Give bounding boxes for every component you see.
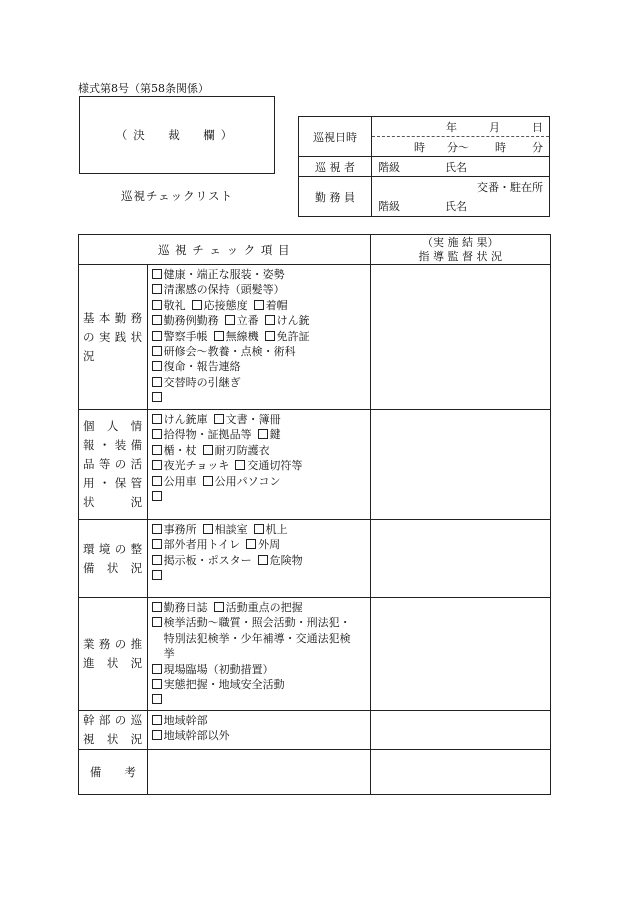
- checklist-item-label: 鍵: [269, 428, 281, 442]
- section-items-cell: [147, 598, 370, 711]
- checkbox[interactable]: [254, 524, 264, 534]
- datetime-label: 巡視日時: [299, 117, 372, 157]
- checklist-item-label: 地域幹部: [163, 713, 208, 727]
- checkbox[interactable]: [152, 476, 162, 486]
- checklist-item: [152, 329, 366, 344]
- checklist-item-label: 警察手帳: [163, 329, 208, 343]
- checklist-item-label: 現場臨場（初動措置）: [163, 662, 274, 676]
- staff-field[interactable]: [372, 197, 550, 217]
- checklist-item: [152, 474, 366, 489]
- checkbox[interactable]: [152, 570, 162, 580]
- checkbox[interactable]: [152, 460, 162, 470]
- checklist-item-label: 勤務例勤務: [163, 314, 219, 328]
- checklist-item: [152, 662, 366, 677]
- post-label: 交番・駐在所: [477, 180, 543, 194]
- checkbox[interactable]: [203, 524, 213, 534]
- checkbox[interactable]: [265, 315, 275, 325]
- section-result-cell[interactable]: [370, 598, 550, 711]
- checklist-item-label: 地域幹部以外: [163, 729, 230, 743]
- checkbox[interactable]: [152, 539, 162, 549]
- checklist-item-label: 拾得物・証拠品等: [163, 428, 252, 442]
- section-row: [79, 710, 551, 749]
- patroller-field[interactable]: [372, 157, 550, 177]
- checkbox[interactable]: [192, 300, 202, 310]
- checkbox[interactable]: [152, 679, 162, 689]
- section-label: 基本勤務の実践状況: [83, 310, 143, 363]
- checkbox[interactable]: [152, 392, 162, 402]
- checkbox[interactable]: [265, 331, 275, 341]
- checklist-item: [152, 553, 366, 568]
- header-results-line1: （実 施 結 果）: [422, 235, 499, 249]
- checkbox[interactable]: [152, 414, 162, 424]
- section-label-cell: [79, 598, 148, 711]
- header-results-line2: 指 導 監 督 状 況: [418, 249, 502, 263]
- section-label-cell: [79, 520, 148, 598]
- header-results: [370, 235, 550, 265]
- checklist-item-label: 無線機: [225, 329, 259, 343]
- checkbox[interactable]: [152, 445, 162, 455]
- section-items-cell: [147, 410, 370, 520]
- checklist-item: [152, 537, 366, 552]
- checklist-item-label: けん銃: [276, 314, 310, 328]
- checklist-item-label: 部外者用トイレ: [163, 538, 241, 552]
- checklist-item-label: 交替時の引継ぎ: [163, 375, 241, 389]
- checkbox[interactable]: [246, 539, 256, 549]
- hour-from-unit: 時: [414, 140, 425, 154]
- section-items-cell: [147, 520, 370, 598]
- checklist-item-label: 耐刃防護衣: [214, 443, 270, 457]
- checkbox[interactable]: [203, 445, 213, 455]
- staff-name-label: 氏名: [445, 200, 467, 214]
- hour-to-unit: 時: [495, 140, 506, 154]
- remarks-result[interactable]: [370, 749, 550, 794]
- patroller-name-label: 氏名: [445, 160, 467, 174]
- checkbox[interactable]: [214, 602, 224, 612]
- checkbox[interactable]: [258, 555, 268, 565]
- section-row: [79, 265, 551, 410]
- checklist-item: [152, 568, 366, 583]
- checkbox[interactable]: [152, 331, 162, 341]
- checklist-item-label: 清潔感の保持（頭髪等）: [163, 283, 285, 297]
- checklist-item: [152, 427, 366, 442]
- checklist-item-label: 公用車: [163, 474, 197, 488]
- checklist-item: [152, 522, 366, 537]
- checkbox[interactable]: [152, 429, 162, 439]
- checkbox[interactable]: [152, 300, 162, 310]
- checklist-item-label: 検挙活動〜職質・照会活動・刑法犯・: [163, 616, 351, 630]
- checkbox[interactable]: [152, 346, 162, 356]
- checklist-item-label: 活動重点の把握: [225, 601, 303, 614]
- minute-from-unit: 分〜: [447, 140, 469, 154]
- patroller-label: 巡 視 者: [299, 157, 372, 177]
- checkbox[interactable]: [152, 664, 162, 674]
- checkbox[interactable]: [152, 730, 162, 740]
- checklist-item-label: 外周: [258, 538, 281, 552]
- checklist-item: [152, 713, 366, 728]
- checklist-item-label: 実態把握・地域安全活動: [163, 678, 285, 692]
- section-label-cell: [79, 710, 148, 749]
- checklist-item-label: 公用パソコン: [214, 474, 281, 488]
- checklist-item: [152, 344, 366, 359]
- checklist-item: [152, 615, 366, 630]
- checkbox[interactable]: [225, 315, 235, 325]
- checklist-item: [152, 728, 366, 743]
- checklist-item-continuation: 特別法犯検挙・少年補導・交通法犯検: [163, 631, 351, 645]
- checkbox[interactable]: [214, 414, 224, 424]
- remarks-field[interactable]: [147, 749, 370, 794]
- checkbox[interactable]: [152, 555, 162, 565]
- section-result-cell[interactable]: [370, 410, 550, 520]
- checkbox[interactable]: [152, 315, 162, 325]
- approval-box: [79, 96, 275, 174]
- checklist-item: [152, 489, 366, 504]
- checklist-item: [152, 390, 366, 405]
- checklist-item: [152, 282, 366, 297]
- day-unit: 日: [532, 120, 543, 134]
- checklist-item-label: 楯・杖: [163, 443, 197, 457]
- section-label: 環境の整備状況: [83, 541, 143, 575]
- minute-to-unit: 分: [532, 140, 543, 154]
- checklist-item-label: 着帽: [265, 298, 288, 312]
- checkbox[interactable]: [203, 476, 213, 486]
- checkbox[interactable]: [152, 491, 162, 501]
- section-label-cell: [79, 265, 148, 410]
- section-row: [79, 598, 551, 711]
- checklist-item: [152, 677, 366, 692]
- checkbox[interactable]: [214, 331, 224, 341]
- checklist-item-label: 敬礼: [163, 298, 186, 312]
- checklist-item: [152, 443, 366, 458]
- checkbox[interactable]: [152, 377, 162, 387]
- staff-rank-label: 階級: [378, 200, 400, 214]
- time-field[interactable]: [372, 137, 550, 157]
- checkbox[interactable]: [152, 269, 162, 279]
- approval-box-label: （決 裁 欄）: [115, 128, 239, 142]
- checklist-item-label: 机上: [265, 523, 288, 536]
- checklist-item: [152, 412, 366, 427]
- checklist-item-label: 復命・報告連絡: [163, 360, 241, 374]
- checklist-item-label: 事務所: [163, 523, 197, 536]
- checklist-item-label: 夜光チョッキ: [163, 459, 230, 473]
- section-label: 個人情報・装備品等の活用・保管状況: [83, 419, 143, 509]
- checklist-item: [152, 375, 366, 390]
- post-field[interactable]: [372, 177, 550, 197]
- checklist-item: [152, 458, 366, 473]
- checkbox[interactable]: [152, 617, 162, 627]
- section-label-cell: [79, 410, 148, 520]
- section-items-cell: [147, 265, 370, 410]
- section-result-cell[interactable]: [370, 710, 550, 749]
- checklist-item-label: 研修会〜教養・点検・術科: [163, 345, 296, 359]
- section-label: 業務の推進状況: [83, 636, 143, 670]
- checklist-item-continuation: 挙: [163, 647, 175, 661]
- checklist-item: [152, 298, 366, 313]
- checklist-item-label: 危険物: [269, 553, 303, 567]
- section-result-cell[interactable]: [370, 265, 550, 410]
- form-number: 様式第8号（第58条関係）: [78, 82, 209, 95]
- checklist-item-label: 応接態度: [203, 298, 248, 312]
- checklist-item: [152, 313, 366, 328]
- remarks-label: 備 考: [79, 749, 148, 794]
- month-unit: 月: [489, 120, 500, 134]
- checklist-item-label: 文書・簿冊: [225, 413, 281, 426]
- section-result-cell[interactable]: [370, 520, 550, 598]
- checklist-item: [152, 267, 366, 282]
- checklist-item-label: 掲示板・ポスター: [163, 553, 252, 567]
- checkbox[interactable]: [152, 694, 162, 704]
- checklist-item: [152, 600, 366, 615]
- checklist-item: [152, 692, 366, 707]
- patrol-info-table: [298, 116, 550, 217]
- patroller-rank-label: 階級: [378, 160, 400, 174]
- checkbox[interactable]: [152, 602, 162, 612]
- year-unit: 年: [446, 120, 457, 134]
- checklist-item-label: けん銃庫: [163, 413, 208, 426]
- checkbox[interactable]: [258, 429, 268, 439]
- checklist-item-label: 勤務日誌: [163, 601, 208, 614]
- checklist-item-label: 健康・端正な服装・姿勢: [163, 268, 285, 281]
- section-row: [79, 410, 551, 520]
- checkbox[interactable]: [152, 715, 162, 725]
- header-items: 巡 視 チ ェ ッ ク 項 目: [79, 235, 371, 265]
- checkbox[interactable]: [152, 284, 162, 294]
- checkbox[interactable]: [152, 524, 162, 534]
- checklist-item-label: 立番: [236, 314, 259, 328]
- checklist-item-label: 交通切符等: [247, 459, 303, 473]
- checklist-item-label: 免許証: [276, 329, 310, 343]
- checkbox[interactable]: [152, 361, 162, 371]
- section-items-cell: [147, 710, 370, 749]
- checkbox[interactable]: [235, 460, 245, 470]
- checkbox[interactable]: [254, 300, 264, 310]
- checklist-item-label: 相談室: [214, 523, 248, 536]
- section-row: [79, 520, 551, 598]
- checklist-item: [152, 359, 366, 374]
- checklist-title: 巡視チェックリスト: [121, 189, 233, 203]
- checklist-table: [78, 234, 551, 795]
- section-label: 幹部の巡視状況: [83, 712, 143, 746]
- date-field[interactable]: [372, 117, 550, 137]
- staff-label: 勤 務 員: [299, 177, 372, 217]
